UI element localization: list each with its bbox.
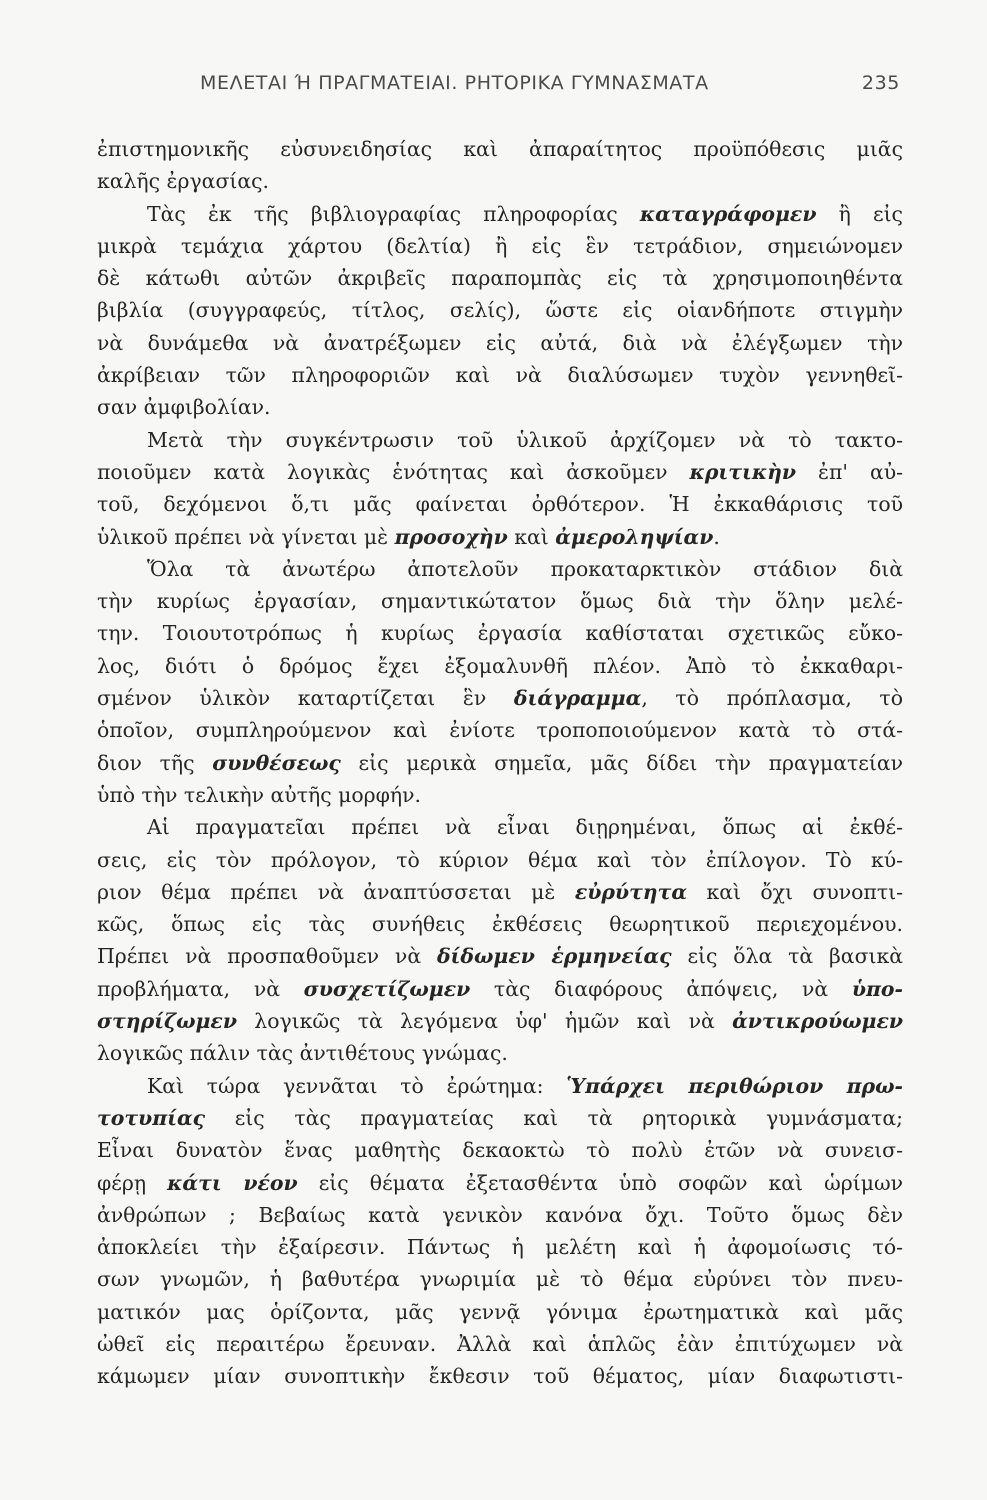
emphasis-term: συσχετίζωμεν (303, 976, 471, 1001)
text-line (97, 1005, 903, 1037)
text-run: σαν ἀμφιβολίαν. (97, 395, 271, 420)
text-run: δὲ κάτωθι αὐτῶν ἀκριβεῖς παραπομπὰς εἰς τὰ χρησιμοποιηθέντα (97, 266, 903, 291)
emphasis-term: δίδωμεν ἑρμηνείας (436, 944, 672, 969)
text-run: λογικῶς πάλιν τὰς ἀντιθέτους γνώμας. (97, 1041, 508, 1066)
text-run: την. Τοιουτοτρόπως ἡ κυρίως ἐργασία καθίσταται σχετικῶς εὔκο- (97, 621, 903, 646)
text-line (97, 779, 903, 811)
text-run: διον τῆς (97, 750, 213, 775)
body-text (97, 133, 903, 1393)
text-run: ἀποκλείει τὴν ἐξαίρεσιν. Πάντως ἡ μελέτη καὶ ἡ ἀφομοίωσις τό- (97, 1235, 903, 1260)
text-run: εἰς μερικὰ σημεῖα, μᾶς δίδει τὴν πραγματείαν (340, 750, 903, 775)
text-run: Πρέπει νὰ προσπαθοῦμεν νὰ (97, 944, 437, 969)
text-line (97, 1037, 903, 1069)
text-line (97, 1199, 903, 1231)
text-run: Αἱ πραγματεῖαι πρέπει νὰ εἶναι διῃρημέναι, ὅπως αἱ ἐκθέ- (147, 815, 903, 840)
text-line (97, 456, 903, 488)
text-line (97, 1167, 903, 1199)
text-line (97, 198, 903, 230)
text-line (97, 940, 903, 972)
text-line (97, 391, 903, 423)
text-run: ἀκρίβειαν τῶν πληροφοριῶν καὶ νὰ διαλύσωμεν τυχὸν γεννηθεῖ- (97, 363, 903, 388)
text-run: καὶ (507, 524, 556, 549)
emphasis-term: Ὑπάρχει περιθώριον πρω- (566, 1073, 903, 1098)
text-line (97, 1263, 903, 1295)
text-line (97, 1070, 903, 1102)
text-line (97, 682, 903, 714)
text-run: ὑλικοῦ πρέπει νὰ γίνεται μὲ (97, 524, 395, 549)
text-line (97, 230, 903, 262)
emphasis-term: κάτι νέον (167, 1170, 298, 1195)
text-line (97, 553, 903, 585)
text-line (97, 973, 903, 1005)
text-line (97, 294, 903, 326)
text-run: ὠθεῖ εἰς περαιτέρω ἔρευναν. Ἀλλὰ καὶ ἁπλῶς ἐὰν ἐπιτύχωμεν νὰ (97, 1331, 903, 1356)
text-line (97, 1296, 903, 1328)
text-line (97, 747, 903, 779)
text-run: σεις, εἰς τὸν πρόλογον, τὸ κύριον θέμα καὶ τὸν ἐπίλογον. Τὸ κύ- (97, 847, 903, 872)
text-run: Εἶναι δυνατὸν ἕνας μαθητὴς δεκαοκτὼ τὸ πολὺ ἐτῶν νὰ συνεισ- (97, 1138, 903, 1163)
text-run: κῶς, ὅπως εἰς τὰς συνήθεις ἐκθέσεις θεωρητικοῦ περιεχομένου. (97, 912, 903, 937)
text-run: ποιοῦμεν κατὰ λογικὰς ἑνότητας καὶ ἀσκοῦμεν (97, 459, 690, 484)
text-run: καλῆς ἐργασίας. (97, 169, 270, 194)
text-line (97, 876, 903, 908)
text-line (97, 1328, 903, 1360)
text-line (97, 262, 903, 294)
text-run: τὰς διαφόρους ἀπόψεις, νὰ (470, 976, 852, 1001)
text-run: εἰς θέματα ἐξετασθέντα ὑπὸ σοφῶν καὶ ὡρίμων (297, 1170, 904, 1195)
text-run: ὁποῖον, συμπληρούμενον καὶ ἐνίοτε τροποποιούμενον κατὰ τὸ στά- (97, 718, 903, 743)
text-line (97, 1360, 903, 1392)
emphasis-term: τοτυπίας (97, 1105, 206, 1130)
emphasis-term: προσοχὴν (394, 524, 508, 549)
text-run: ἐπ' αὐ- (796, 459, 903, 484)
text-line (97, 617, 903, 649)
text-run: τὴν κυρίως ἐργασίαν, σημαντικώτατον ὅμως διὰ τὴν ὅλην μελέ- (97, 589, 903, 614)
emphasis-term: ἀντικρούωμεν (732, 1009, 903, 1034)
emphasis-term: συνθέσεως (212, 750, 341, 775)
running-title: ΜΕΛΕΤΑΙ Ή ΠΡΑΓΜΑΤΕΙΑΙ. ΡΗΤΟΡΙΚΑ ΓΥΜΝΑΣΜΑΤΑ (200, 72, 709, 94)
text-run: εἰς ὅλα τὰ βασικὰ (671, 944, 903, 969)
text-line (97, 488, 903, 520)
text-line (97, 1102, 903, 1134)
text-run: νὰ δυνάμεθα νὰ ἀνατρέξωμεν εἰς αὐτά, διὰ νὰ ἐλέγξωμεν τὴν (97, 330, 903, 355)
emphasis-term: καταγράφομεν (639, 201, 817, 226)
text-run: Μετὰ τὴν συγκέντρωσιν τοῦ ὑλικοῦ ἀρχίζομεν νὰ τὸ τακτο- (147, 427, 903, 452)
text-line (97, 650, 903, 682)
text-line (97, 133, 903, 165)
text-line (97, 908, 903, 940)
text-run: Καὶ τώρα γεννᾶται τὸ ἐρώτημα: (147, 1073, 567, 1098)
text-line (97, 1134, 903, 1166)
emphasis-term: στηρίζωμεν (97, 1009, 237, 1034)
emphasis-term: κριτικὴν (689, 459, 797, 484)
text-run: ματικόν μας ὁρίζοντα, μᾶς γεννᾷ γόνιμα ἐρωτηματικὰ καὶ μᾶς (97, 1299, 903, 1324)
text-line (97, 327, 903, 359)
text-run: μικρὰ τεμάχια χάρτου (δελτία) ἢ εἰς ἓν τετράδιον, σημειώνομεν (97, 233, 903, 258)
text-run: σμένον ὑλικὸν καταρτίζεται ἓν (97, 686, 514, 711)
emphasis-term: ἀμεροληψίαν (555, 524, 714, 549)
text-line (97, 585, 903, 617)
page-number: 235 (861, 72, 900, 94)
text-line (97, 1231, 903, 1263)
text-run: κάμωμεν μίαν συνοπτικὴν ἔκθεσιν τοῦ θέματος, μίαν διαφωτιστι- (97, 1364, 903, 1389)
text-run: Ὅλα τὰ ἀνωτέρω ἀποτελοῦν προκαταρκτικὸν στάδιον διὰ (147, 556, 903, 581)
text-line (97, 359, 903, 391)
text-run: καὶ ὄχι συνοπτι- (687, 879, 903, 904)
text-line (97, 165, 903, 197)
text-run: προβλήματα, νὰ (97, 976, 304, 1001)
text-run: τοῦ, δεχόμενοι ὅ,τι μᾶς φαίνεται ὀρθότερον. Ἡ ἐκκαθάρισις τοῦ (97, 492, 903, 517)
text-run: , τὸ πρόπλασμα, τὸ (641, 686, 903, 711)
text-run: ἐπιστημονικῆς εὐσυνειδησίας καὶ ἀπαραίτητος προϋπόθεσις μιᾶς (97, 137, 903, 161)
text-run: ριον θέμα πρέπει νὰ ἀναπτύσσεται μὲ (97, 879, 575, 904)
emphasis-term: εὐρύτητα (574, 879, 688, 904)
text-run: φέρῃ (97, 1170, 168, 1195)
text-line (97, 521, 903, 553)
text-run: ἢ εἰς (816, 201, 903, 226)
text-run: βιβλία (συγγραφεύς, τίτλος, σελίς), ὥστε εἰς οἱανδήποτε στιγμὴν (97, 298, 903, 323)
text-run: λος, διότι ὁ δρόμος ἔχει ἐξομαλυνθῆ πλέον. Ἀπὸ τὸ ἐκκαθαρι- (97, 653, 903, 678)
emphasis-term: ὑπο- (851, 976, 903, 1001)
text-line (97, 844, 903, 876)
text-run: εἰς τὰς πραγματείας καὶ τὰ ρητορικὰ γυμνάσματα; (205, 1105, 903, 1130)
text-run: σων γνωμῶν, ἡ βαθυτέρα γνωριμία μὲ τὸ θέμα εὐρύνει τὸν πνευ- (97, 1267, 903, 1292)
text-run: ἀνθρώπων ; Βεβαίως κατὰ γενικὸν κανόνα ὄχι. Τοῦτο ὅμως δὲν (97, 1202, 903, 1227)
running-header (100, 72, 900, 102)
text-line (97, 811, 903, 843)
text-run: Τὰς ἐκ τῆς βιβλιογραφίας πληροφορίας (147, 201, 640, 226)
text-line (97, 424, 903, 456)
text-run: . (713, 524, 720, 549)
text-line (97, 714, 903, 746)
text-run: λογικῶς τὰ λεγόμενα ὑφ' ἡμῶν καὶ νὰ (236, 1009, 733, 1034)
emphasis-term: διάγραμμα (513, 686, 642, 711)
text-run: ὑπὸ τὴν τελικὴν αὐτῆς μορφήν. (97, 782, 421, 807)
